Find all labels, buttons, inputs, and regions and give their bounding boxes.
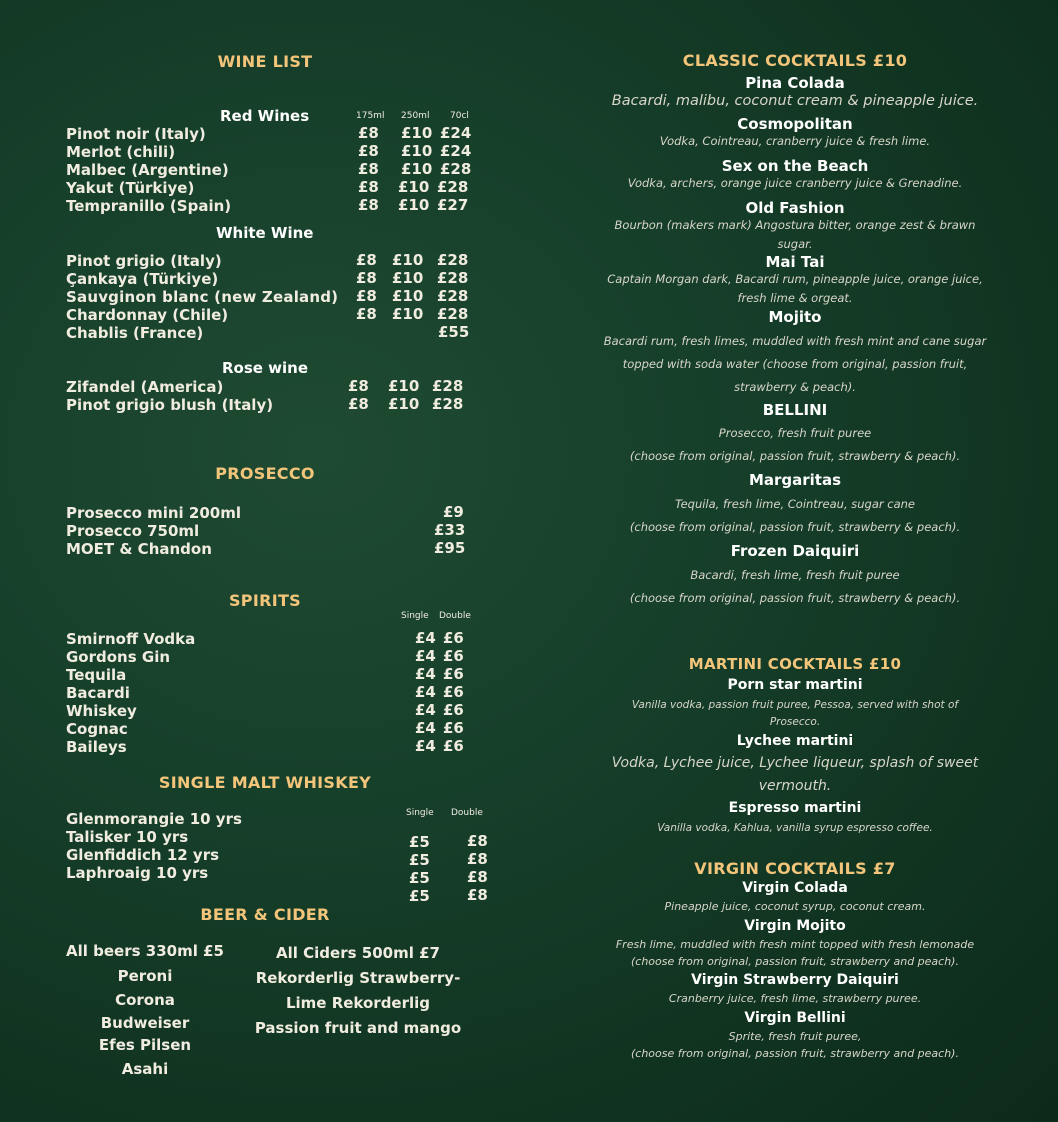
cocktail-name: Cosmopolitan [737, 115, 853, 133]
list-item [66, 287, 469, 306]
list-item [409, 832, 489, 850]
price-250: £10 [401, 124, 433, 142]
cocktail-desc: fresh lime & orgeat. [737, 291, 853, 305]
size-175ml: 175ml [356, 111, 385, 121]
price-single: £4 [415, 683, 436, 701]
list-item [66, 160, 472, 179]
beer-item: Peroni [117, 967, 173, 985]
price-double: £8 [467, 868, 488, 886]
white-wine-list [66, 251, 470, 342]
price-single: £4 [415, 719, 436, 737]
list-item [66, 142, 472, 161]
price-250: £10 [388, 395, 420, 413]
price-70cl: £24 [440, 124, 472, 142]
cocktail-desc: Pineapple juice, coconut syrup, coconut cream. [664, 900, 926, 913]
cocktail-desc: (choose from original, passion fruit, strawberry and peach). [631, 1047, 959, 1060]
martini-list [560, 677, 1030, 839]
wine-name: Zifandel (America) [66, 378, 224, 396]
prosecco-name: MOET & Chandon [66, 540, 212, 558]
white-wine-heading: White Wine [216, 224, 314, 242]
price-double: £6 [443, 737, 464, 755]
list-item [66, 305, 469, 324]
list-item [66, 719, 464, 738]
cocktail-desc: Tequila, fresh lime, Cointreau, sugar cane [674, 497, 916, 511]
wine-name: Pinot noir (Italy) [66, 125, 206, 143]
price-250: £10 [392, 305, 424, 323]
price-175: £8 [358, 178, 379, 196]
cocktail-name: Margaritas [748, 471, 842, 489]
spirit-name: Bacardi [66, 684, 130, 702]
price-single: £5 [409, 851, 430, 869]
price-single: £5 [409, 869, 430, 887]
malt-name: Glenfiddich 12 yrs [66, 846, 220, 864]
cocktail-name: Virgin Colada [742, 880, 848, 896]
malt-name: Glenmorangie 10 yrs [66, 810, 242, 828]
malt-single-label: Single [406, 808, 434, 818]
beer-item: Asahi [121, 1060, 169, 1078]
list-item [66, 521, 466, 540]
price-70cl: £28 [437, 287, 469, 305]
wine-name: Malbec (Argentine) [66, 161, 229, 179]
classic-cocktails-list [560, 74, 1030, 610]
price-double: £6 [443, 701, 464, 719]
cocktail-name: Mojito [768, 308, 822, 326]
price-70cl: £28 [437, 305, 469, 323]
price-250: £10 [392, 251, 424, 269]
cocktail-name: Virgin Bellini [744, 1010, 846, 1026]
cocktail-desc: Fresh lime, muddled with fresh mint topped with fresh lemonade [615, 938, 975, 951]
cider-header: All Ciders 500ml £7 [276, 944, 440, 962]
cocktail-desc: Captain Morgan dark, Bacardi rum, pineapple juice, orange juice, [607, 272, 983, 286]
wine-name: Çankaya (Türkiye) [66, 270, 219, 288]
beer-header: All beers 330ml £5 [66, 942, 224, 960]
price-double: £6 [443, 683, 464, 701]
cider-item: Rekorderlig Strawberry- [255, 969, 461, 987]
red-wines-heading: Red Wines [220, 107, 310, 125]
price-70cl: £28 [437, 178, 469, 196]
wine-name: Merlot (chili) [66, 143, 176, 161]
cocktail-desc: Vanilla vodka, passion fruit puree, Pessoa, served with shot of [631, 699, 959, 711]
size-70cl: 70cl [450, 111, 469, 121]
price-double: £6 [443, 647, 464, 665]
list-item [66, 665, 464, 684]
rose-wine-heading: Rose wine [222, 359, 309, 377]
spirit-name: Baileys [66, 738, 127, 756]
price-250: £10 [401, 160, 433, 178]
virgin-list [560, 880, 1030, 1064]
list-item [66, 124, 472, 143]
price-250: £10 [401, 142, 433, 160]
list-item [66, 647, 464, 666]
price-175: £8 [348, 377, 369, 395]
price-70cl: £28 [437, 269, 469, 287]
cocktail-name: Espresso martini [728, 800, 862, 816]
cocktail-name: Mai Tai [765, 253, 825, 271]
price-175: £8 [348, 395, 369, 413]
cocktail-desc: (choose from original, passion fruit, strawberry & peach). [629, 449, 961, 463]
cocktail-name: Old Fashion [745, 199, 845, 217]
price-70cl: £24 [440, 142, 472, 160]
price-single: £4 [415, 701, 436, 719]
spirits-list [66, 629, 464, 756]
price-250: £10 [398, 196, 430, 214]
list-item [66, 178, 469, 197]
list-item [66, 269, 469, 288]
price-175: £8 [356, 287, 377, 305]
spirit-name: Tequila [66, 666, 127, 684]
wine-name: Pinot grigio blush (Italy) [66, 396, 274, 414]
spirits-title: SPIRITS [228, 591, 301, 610]
cocktail-desc: Sprite, fresh fruit puree, [728, 1030, 862, 1043]
price-single: £5 [409, 887, 430, 905]
wine-list-title: WINE LIST [217, 52, 313, 71]
rose-wine-list [66, 377, 464, 414]
beer-item: Efes Pilsen [98, 1036, 192, 1054]
cider-item: Lime Rekorderlig [285, 994, 431, 1012]
cocktail-desc: Vanilla vodka, Kahlua, vanilla syrup espresso coffee. [657, 822, 933, 834]
beer-item: Corona [115, 991, 175, 1009]
price-175: £8 [358, 160, 379, 178]
price-single: £4 [415, 629, 436, 647]
list-item [66, 701, 464, 720]
spirit-name: Whiskey [66, 702, 137, 720]
prosecco-price: £9 [443, 503, 464, 521]
price-70cl: £55 [438, 323, 470, 341]
price-double: £6 [443, 719, 464, 737]
cocktail-desc: Prosecco. [769, 716, 821, 728]
cocktail-desc: Vodka, Cointreau, cranberry juice & fresh lime. [659, 134, 931, 148]
cocktail-name: Virgin Mojito [744, 918, 846, 934]
single-label: Single [401, 611, 429, 621]
prosecco-name: Prosecco mini 200ml [66, 504, 242, 522]
list-item [66, 539, 466, 558]
list-item [66, 323, 470, 342]
cocktail-name: Lychee martini [736, 733, 854, 749]
cider-list [248, 944, 468, 1044]
malt-name: Laphroaig 10 yrs [66, 864, 209, 882]
price-double: £6 [443, 629, 464, 647]
wine-name: Chablis (France) [66, 324, 204, 342]
cocktail-name: Pina Colada [745, 74, 845, 92]
price-70cl: £27 [437, 196, 469, 214]
beer-list [55, 942, 235, 1082]
cocktail-desc: Bacardi, malibu, coconut cream & pineapple juice. [611, 93, 979, 109]
cocktail-desc: topped with soda water (choose from original, passion fruit, [622, 357, 968, 371]
list-item [66, 251, 469, 270]
price-70cl: £28 [437, 251, 469, 269]
list-item [409, 850, 489, 868]
cocktail-name: Sex on the Beach [721, 157, 869, 175]
price-250: £10 [388, 377, 420, 395]
wine-name: Pinot grigio (Italy) [66, 252, 222, 270]
cocktail-desc: (choose from original, passion fruit, strawberry & peach). [629, 520, 961, 534]
classic-cocktails-title: CLASSIC COCKTAILS £10 [682, 51, 908, 70]
cocktail-desc: sugar. [777, 237, 813, 251]
cocktail-desc: Prosecco, fresh fruit puree [718, 426, 872, 440]
cocktail-desc: Vodka, Lychee juice, Lychee liqueur, splash of sweet [611, 755, 979, 771]
price-double: £6 [443, 665, 464, 683]
martini-cocktails-title: MARTINI COCKTAILS £10 [688, 655, 902, 673]
malt-prices [409, 832, 489, 904]
price-single: £4 [415, 665, 436, 683]
prosecco-title: PROSECCO [215, 464, 315, 483]
wine-name: Sauvginon blanc (new Zealand) [66, 288, 339, 306]
list-item [66, 395, 464, 414]
cocktail-desc: Cranberry juice, fresh lime, strawberry puree. [668, 992, 922, 1005]
cocktail-name: Porn star martini [727, 677, 863, 693]
wine-name: Yakut (Türkiye) [66, 179, 195, 197]
price-175: £8 [358, 124, 379, 142]
price-70cl: £28 [440, 160, 472, 178]
cocktail-desc: strawberry & peach). [734, 380, 856, 394]
prosecco-price: £95 [434, 539, 466, 557]
price-250: £10 [392, 287, 424, 305]
cocktail-name: BELLINI [762, 401, 828, 419]
cocktail-desc: (choose from original, passion fruit, strawberry and peach). [631, 955, 959, 968]
price-250: £10 [398, 178, 430, 196]
prosecco-list [66, 503, 466, 558]
cocktail-desc: Bacardi rum, fresh limes, muddled with fresh mint and cane sugar [603, 334, 987, 348]
cocktail-desc: Vodka, archers, orange juice cranberry juice & Grenadine. [627, 176, 963, 190]
beer-cider-title: BEER & CIDER [200, 905, 330, 924]
price-single: £5 [409, 833, 430, 851]
price-175: £8 [356, 269, 377, 287]
cocktail-desc: vermouth. [758, 778, 832, 794]
price-single: £4 [415, 647, 436, 665]
price-250: £10 [392, 269, 424, 287]
price-70cl: £28 [432, 377, 464, 395]
size-250ml: 250ml [401, 111, 430, 121]
price-175: £8 [356, 305, 377, 323]
cocktail-name: Virgin Strawberry Daiquiri [691, 972, 899, 988]
cocktail-desc: (choose from original, passion fruit, strawberry & peach). [629, 591, 961, 605]
list-item [409, 868, 489, 886]
wine-name: Tempranillo (Spain) [66, 197, 232, 215]
cocktail-desc: Bourbon (makers mark) Angostura bitter, orange zest & brawn [614, 218, 976, 232]
malt-double-label: Double [451, 808, 483, 818]
list-item [66, 683, 464, 702]
spirit-name: Smirnoff Vodka [66, 630, 196, 648]
wine-name: Chardonnay (Chile) [66, 306, 229, 324]
list-item [409, 886, 489, 904]
virgin-cocktails-title: VIRGIN COCKTAILS £7 [694, 859, 896, 878]
list-item [66, 503, 464, 522]
price-double: £8 [467, 850, 488, 868]
prosecco-name: Prosecco 750ml [66, 522, 200, 540]
prosecco-price: £33 [434, 521, 466, 539]
price-175: £8 [358, 142, 379, 160]
single-malt-title: SINGLE MALT WHISKEY [158, 773, 372, 792]
list-item [66, 196, 469, 215]
price-175: £8 [356, 251, 377, 269]
price-single: £4 [415, 737, 436, 755]
price-175: £8 [358, 196, 379, 214]
malt-list [66, 810, 242, 882]
red-wine-list [66, 124, 472, 215]
price-double: £8 [467, 886, 488, 904]
cocktail-desc: Bacardi, fresh lime, fresh fruit puree [690, 568, 900, 582]
beer-item: Budweiser [100, 1014, 190, 1032]
cider-item: Passion fruit and mango [254, 1019, 462, 1037]
list-item [66, 737, 464, 756]
price-double: £8 [467, 832, 488, 850]
list-item [66, 629, 464, 648]
list-item [66, 377, 464, 396]
spirit-name: Gordons Gin [66, 648, 171, 666]
spirit-name: Cognac [66, 720, 128, 738]
malt-name: Talisker 10 yrs [66, 828, 189, 846]
price-70cl: £28 [432, 395, 464, 413]
double-label: Double [439, 611, 471, 621]
cocktail-name: Frozen Daiquiri [730, 542, 860, 560]
